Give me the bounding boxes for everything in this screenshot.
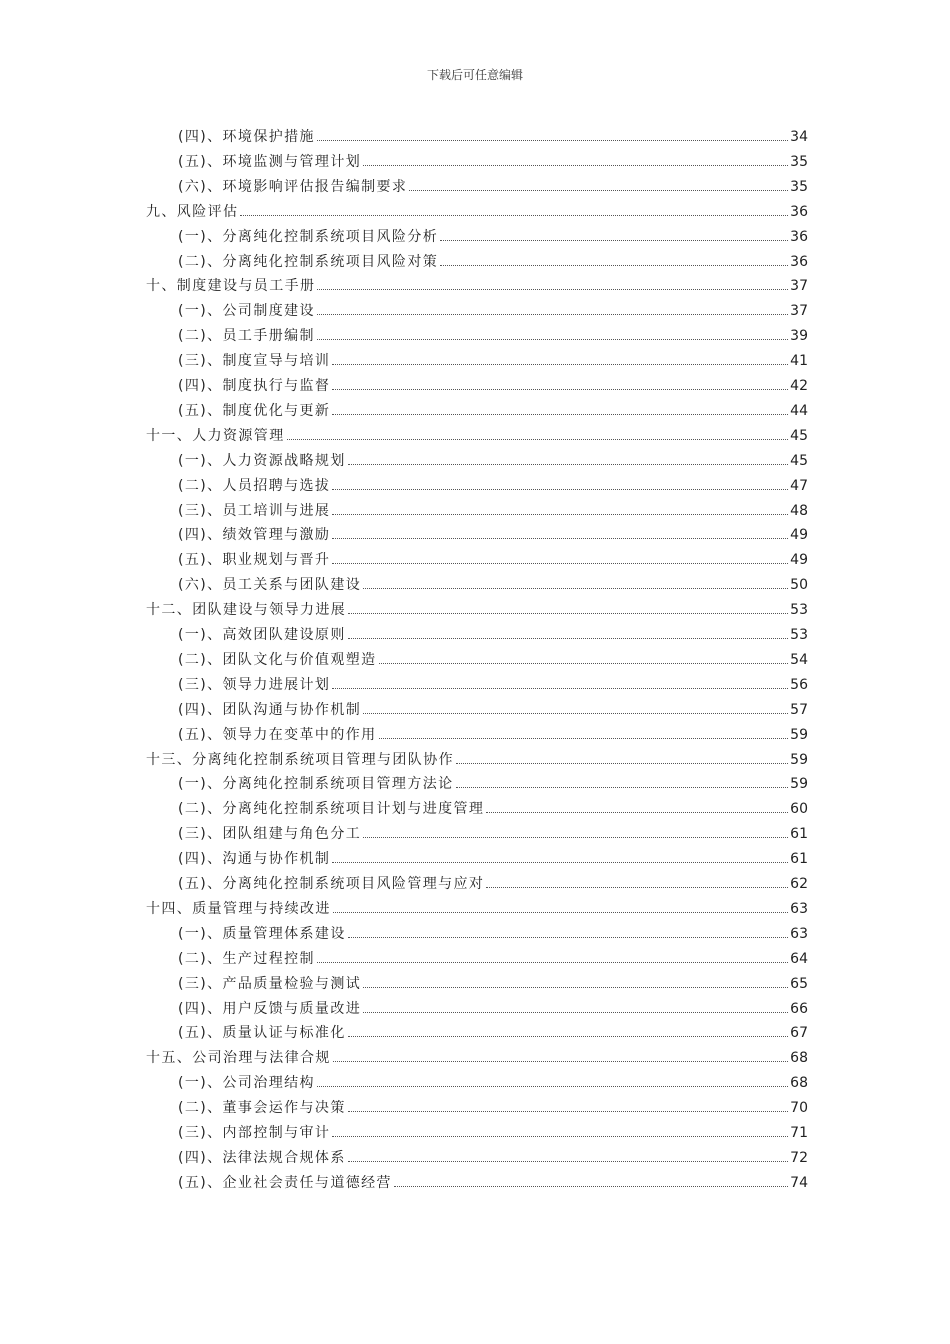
toc-entry[interactable] [178, 624, 808, 649]
toc-entry-title: (一)、公司制度建设 [178, 303, 315, 320]
toc-entry-title: (四)、环境保护措施 [178, 129, 315, 145]
toc-dot-leader [317, 1086, 788, 1087]
toc-entry-title: (一)、分离纯化控制系统项目风险分析 [178, 228, 439, 245]
toc-entry-page: 41 [790, 353, 808, 370]
toc-entry-title: (五)、领导力在变革中的作用 [178, 726, 377, 743]
toc-entry[interactable] [178, 998, 808, 1023]
toc-entry[interactable] [178, 500, 808, 525]
toc-entry-title: (一)、质量管理体系建设 [178, 925, 346, 942]
toc-entry[interactable] [178, 1147, 808, 1172]
toc-entry-page: 61 [790, 851, 808, 868]
toc-entry[interactable] [178, 798, 808, 823]
toc-entry-page: 70 [790, 1100, 808, 1117]
toc-dot-leader [332, 489, 788, 490]
toc-entry-page: 53 [790, 627, 808, 643]
toc-entry-title: 十三、分离纯化控制系统项目管理与团队协作 [146, 751, 454, 768]
toc-entry-title: (四)、用户反馈与质量改进 [178, 1000, 362, 1017]
toc-entry-page: 35 [790, 153, 808, 170]
toc-entry-title: (二)、团队文化与价值观塑造 [178, 651, 377, 668]
toc-entry-title: (五)、制度优化与更新 [178, 402, 331, 419]
toc-entry[interactable] [146, 749, 808, 774]
toc-dot-leader [456, 787, 789, 788]
toc-entry-title: (四)、法律法规合规体系 [178, 1149, 346, 1166]
toc-dot-leader [348, 1111, 788, 1112]
toc-entry[interactable] [178, 450, 808, 475]
toc-entry[interactable] [178, 1022, 808, 1047]
toc-entry[interactable] [146, 201, 808, 226]
toc-entry[interactable] [178, 226, 808, 251]
toc-entry-title: (三)、内部控制与审计 [178, 1125, 331, 1141]
toc-entry-page: 44 [790, 402, 808, 419]
toc-entry-title: 九、风险评估 [146, 203, 239, 220]
toc-entry[interactable] [178, 325, 808, 350]
toc-entry-title: (二)、分离纯化控制系统项目计划与进度管理 [178, 801, 485, 818]
toc-dot-leader [332, 538, 788, 539]
toc-dot-leader [363, 837, 788, 838]
toc-dot-leader [379, 663, 789, 664]
toc-entry-title: (二)、生产过程控制 [178, 950, 315, 967]
toc-entry-page: 65 [790, 975, 808, 992]
toc-entry-title: (五)、环境监测与管理计划 [178, 153, 362, 170]
toc-dot-leader [440, 240, 788, 241]
toc-entry-page: 35 [790, 178, 808, 195]
toc-entry-title: 十二、团队建设与领导力进展 [146, 602, 347, 619]
toc-dot-leader [456, 763, 788, 764]
toc-entry-page: 36 [790, 228, 808, 245]
toc-entry-page: 71 [790, 1125, 808, 1141]
toc-entry[interactable] [178, 848, 808, 873]
toc-entry-page: 45 [790, 427, 808, 444]
toc-dot-leader [332, 414, 788, 415]
toc-entry-title: (一)、人力资源战略规划 [178, 452, 346, 469]
toc-entry[interactable] [178, 923, 808, 948]
toc-dot-leader [394, 1186, 788, 1187]
toc-entry-title: (五)、质量认证与标准化 [178, 1025, 346, 1042]
toc-entry[interactable] [146, 1047, 808, 1072]
toc-entry-page: 56 [790, 676, 808, 693]
toc-entry-page: 54 [790, 651, 808, 668]
toc-entry-page: 49 [790, 527, 808, 544]
toc-entry[interactable] [178, 151, 808, 176]
toc-entry[interactable] [178, 649, 808, 674]
toc-entry[interactable] [178, 1072, 808, 1097]
toc-entry[interactable] [178, 126, 808, 151]
toc-entry[interactable] [178, 350, 808, 375]
toc-dot-leader [317, 314, 788, 315]
toc-entry[interactable] [178, 251, 808, 276]
toc-entry[interactable] [146, 425, 808, 450]
toc-dot-leader [332, 389, 788, 390]
toc-entry[interactable] [178, 1097, 808, 1122]
toc-entry-page: 64 [790, 950, 808, 967]
toc-dot-leader [363, 165, 788, 166]
toc-entry-title: (一)、分离纯化控制系统项目管理方法论 [178, 776, 454, 793]
toc-dot-leader [317, 962, 788, 963]
toc-entry-page: 68 [790, 1075, 808, 1092]
toc-entry[interactable] [178, 524, 808, 549]
toc-entry[interactable] [178, 699, 808, 724]
toc-entry-page: 62 [790, 876, 808, 892]
toc-dot-leader [363, 1012, 788, 1013]
toc-entry-title: (二)、董事会运作与决策 [178, 1100, 346, 1117]
toc-entry-title: (五)、分离纯化控制系统项目风险管理与应对 [178, 876, 485, 892]
toc-dot-leader [440, 265, 788, 266]
toc-dot-leader [333, 1061, 788, 1062]
toc-dot-leader [363, 713, 788, 714]
toc-entry-title: (二)、分离纯化控制系统项目风险对策 [178, 253, 439, 270]
toc-entry-page: 37 [790, 278, 808, 295]
toc-entry-title: (五)、职业规划与晋升 [178, 552, 331, 569]
toc-dot-leader [486, 812, 788, 813]
toc-entry-page: 36 [790, 203, 808, 220]
toc-entry-page: 49 [790, 552, 808, 569]
toc-entry-page: 36 [790, 253, 808, 270]
toc-dot-leader [240, 215, 788, 216]
toc-entry[interactable] [178, 674, 808, 699]
toc-entry-title: (四)、绩效管理与激励 [178, 527, 331, 544]
toc-entry-page: 59 [790, 751, 808, 768]
toc-dot-leader [317, 140, 788, 141]
toc-dot-leader [348, 1036, 788, 1037]
toc-entry-title: (二)、人员招聘与选拔 [178, 477, 331, 494]
toc-entry-page: 59 [790, 726, 808, 743]
toc-entry-page: 57 [790, 701, 808, 718]
toc-entry-title: (三)、领导力进展计划 [178, 676, 331, 693]
toc-dot-leader [348, 464, 788, 465]
toc-entry[interactable] [146, 275, 808, 300]
toc-dot-leader [363, 588, 788, 589]
page-header: 下载后可任意编辑 [426, 68, 523, 82]
toc-entry-page: 50 [790, 577, 808, 594]
toc-entry-title: (五)、企业社会责任与道德经营 [178, 1174, 392, 1191]
toc-dot-leader [486, 887, 788, 888]
toc-dot-leader [333, 912, 788, 913]
toc-entry-title: (四)、团队沟通与协作机制 [178, 701, 362, 718]
toc-dot-leader [348, 638, 788, 639]
toc-dot-leader [348, 937, 788, 938]
toc-entry[interactable] [178, 973, 808, 998]
toc-dot-leader [317, 289, 788, 290]
toc-dot-leader [287, 439, 789, 440]
toc-dot-leader [409, 190, 788, 191]
toc-dot-leader [332, 514, 788, 515]
toc-entry-title: (三)、制度宣导与培训 [178, 353, 331, 370]
toc-entry[interactable] [146, 898, 808, 923]
toc-entry-title: (六)、环境影响评估报告编制要求 [178, 178, 408, 195]
toc-entry-page: 45 [790, 452, 808, 469]
toc-entry[interactable] [178, 400, 808, 425]
toc-entry-page: 68 [790, 1050, 808, 1067]
toc-entry-page: 72 [790, 1149, 808, 1166]
toc-entry-page: 60 [790, 801, 808, 818]
toc-entry-page: 59 [790, 776, 808, 793]
toc-entry[interactable] [178, 1122, 808, 1147]
toc-entry[interactable] [178, 1172, 808, 1197]
toc-entry-title: (一)、公司治理结构 [178, 1075, 315, 1092]
toc-dot-leader [379, 738, 789, 739]
toc-entry-page: 47 [790, 477, 808, 494]
toc-entry-title: (四)、制度执行与监督 [178, 378, 331, 394]
toc-dot-leader [332, 364, 788, 365]
toc-entry-title: (二)、员工手册编制 [178, 328, 315, 345]
toc-entry[interactable] [178, 549, 808, 574]
toc-entry-page: 63 [790, 925, 808, 942]
toc-entry-title: (三)、产品质量检验与测试 [178, 975, 362, 992]
toc-dot-leader [348, 613, 788, 614]
toc-dot-leader [332, 1136, 788, 1137]
toc-entry-page: 53 [790, 602, 808, 619]
toc-entry-page: 74 [790, 1174, 808, 1191]
toc-dot-leader [363, 987, 788, 988]
toc-entry-page: 37 [790, 303, 808, 320]
toc-entry-page: 61 [790, 826, 808, 843]
toc-entry[interactable] [178, 873, 808, 898]
toc-entry-title: (四)、沟通与协作机制 [178, 851, 331, 868]
toc-dot-leader [332, 688, 788, 689]
toc-entry-page: 63 [790, 900, 808, 917]
toc-entry[interactable] [178, 773, 808, 798]
toc-entry-title: 十、制度建设与员工手册 [146, 278, 316, 295]
toc-entry-title: 十五、公司治理与法律合规 [146, 1050, 331, 1067]
toc-entry-page: 48 [790, 502, 808, 519]
toc-entry-page: 67 [790, 1025, 808, 1042]
toc-entry-page: 34 [790, 129, 808, 145]
toc-entry-title: (六)、员工关系与团队建设 [178, 577, 362, 594]
toc-entry-title: 十一、人力资源管理 [146, 427, 285, 444]
toc-entry[interactable] [178, 724, 808, 749]
toc-entry-title: (一)、高效团队建设原则 [178, 627, 346, 643]
toc-entry[interactable] [178, 574, 808, 599]
toc-entry[interactable] [178, 823, 808, 848]
toc-entry-title: (三)、员工培训与进展 [178, 502, 331, 519]
toc-entry[interactable] [178, 300, 808, 325]
toc-entry-title: 十四、质量管理与持续改进 [146, 900, 331, 917]
toc-dot-leader [332, 862, 788, 863]
toc-entry[interactable] [178, 948, 808, 973]
toc-dot-leader [317, 339, 788, 340]
toc-entry-title: (三)、团队组建与角色分工 [178, 826, 362, 843]
toc-dot-leader [332, 563, 788, 564]
toc-entry[interactable] [178, 475, 808, 500]
toc-entry[interactable] [178, 176, 808, 201]
toc-entry[interactable] [178, 375, 808, 400]
toc-entry-page: 66 [790, 1000, 808, 1017]
toc-entry-page: 39 [790, 328, 808, 345]
toc-dot-leader [348, 1161, 788, 1162]
toc-entry[interactable] [146, 599, 808, 624]
toc-entry-page: 42 [790, 378, 808, 394]
